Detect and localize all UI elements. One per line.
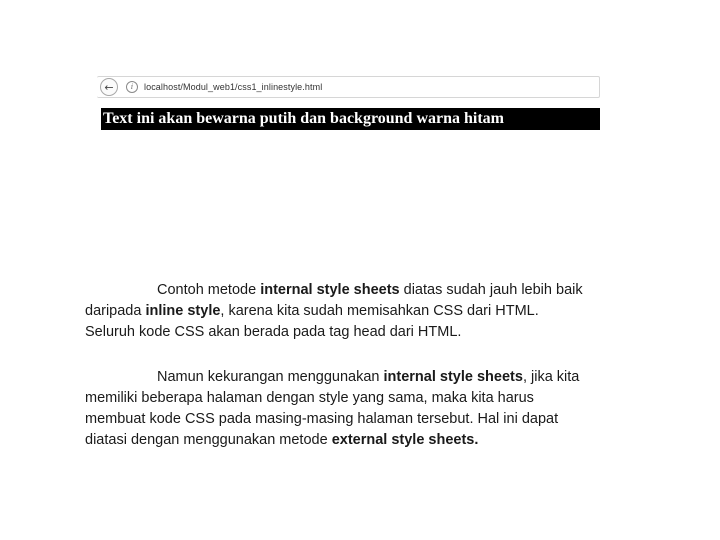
paragraph1-line2: daripada inline style, karena kita sudah memisahkan CSS dari HTML. [85, 303, 539, 319]
paragraph-drawback [85, 367, 655, 451]
paragraph2-line3: membuat kode CSS pada masing-masing halaman tersebut. Hal ini dapat [85, 411, 559, 427]
info-icon: i [126, 81, 138, 93]
url-text: localhost/Modul_web1/css1_inlinestyle.html [144, 82, 323, 92]
back-arrow-icon: ← [100, 78, 118, 96]
term-inline-style: inline style [145, 303, 221, 319]
styled-text-banner: Text ini akan bewarna putih dan background warna hitam [101, 108, 600, 130]
paragraph1-line1: Contoh metode internal style sheets diatas sudah jauh lebih baik [157, 282, 583, 298]
address-bar [97, 76, 600, 98]
browser-screenshot [97, 76, 600, 130]
paragraph2-line1: Namun kekurangan menggunakan internal style sheets, jika kita [157, 369, 580, 385]
paragraph2-line4: diatasi dengan menggunakan metode external style sheets. [85, 432, 479, 448]
paragraph1-line3: Seluruh kode CSS akan berada pada tag head dari HTML. [85, 324, 462, 340]
paragraph2-line2: memiliki beberapa halaman dengan style yang sama, maka kita harus [85, 390, 534, 406]
term-internal-style-sheets-2: internal style sheets [383, 369, 523, 385]
term-external-style-sheets: external style sheets. [331, 432, 479, 448]
term-internal-style-sheets: internal style sheets [260, 282, 400, 298]
paragraph-internal-style [85, 280, 655, 343]
